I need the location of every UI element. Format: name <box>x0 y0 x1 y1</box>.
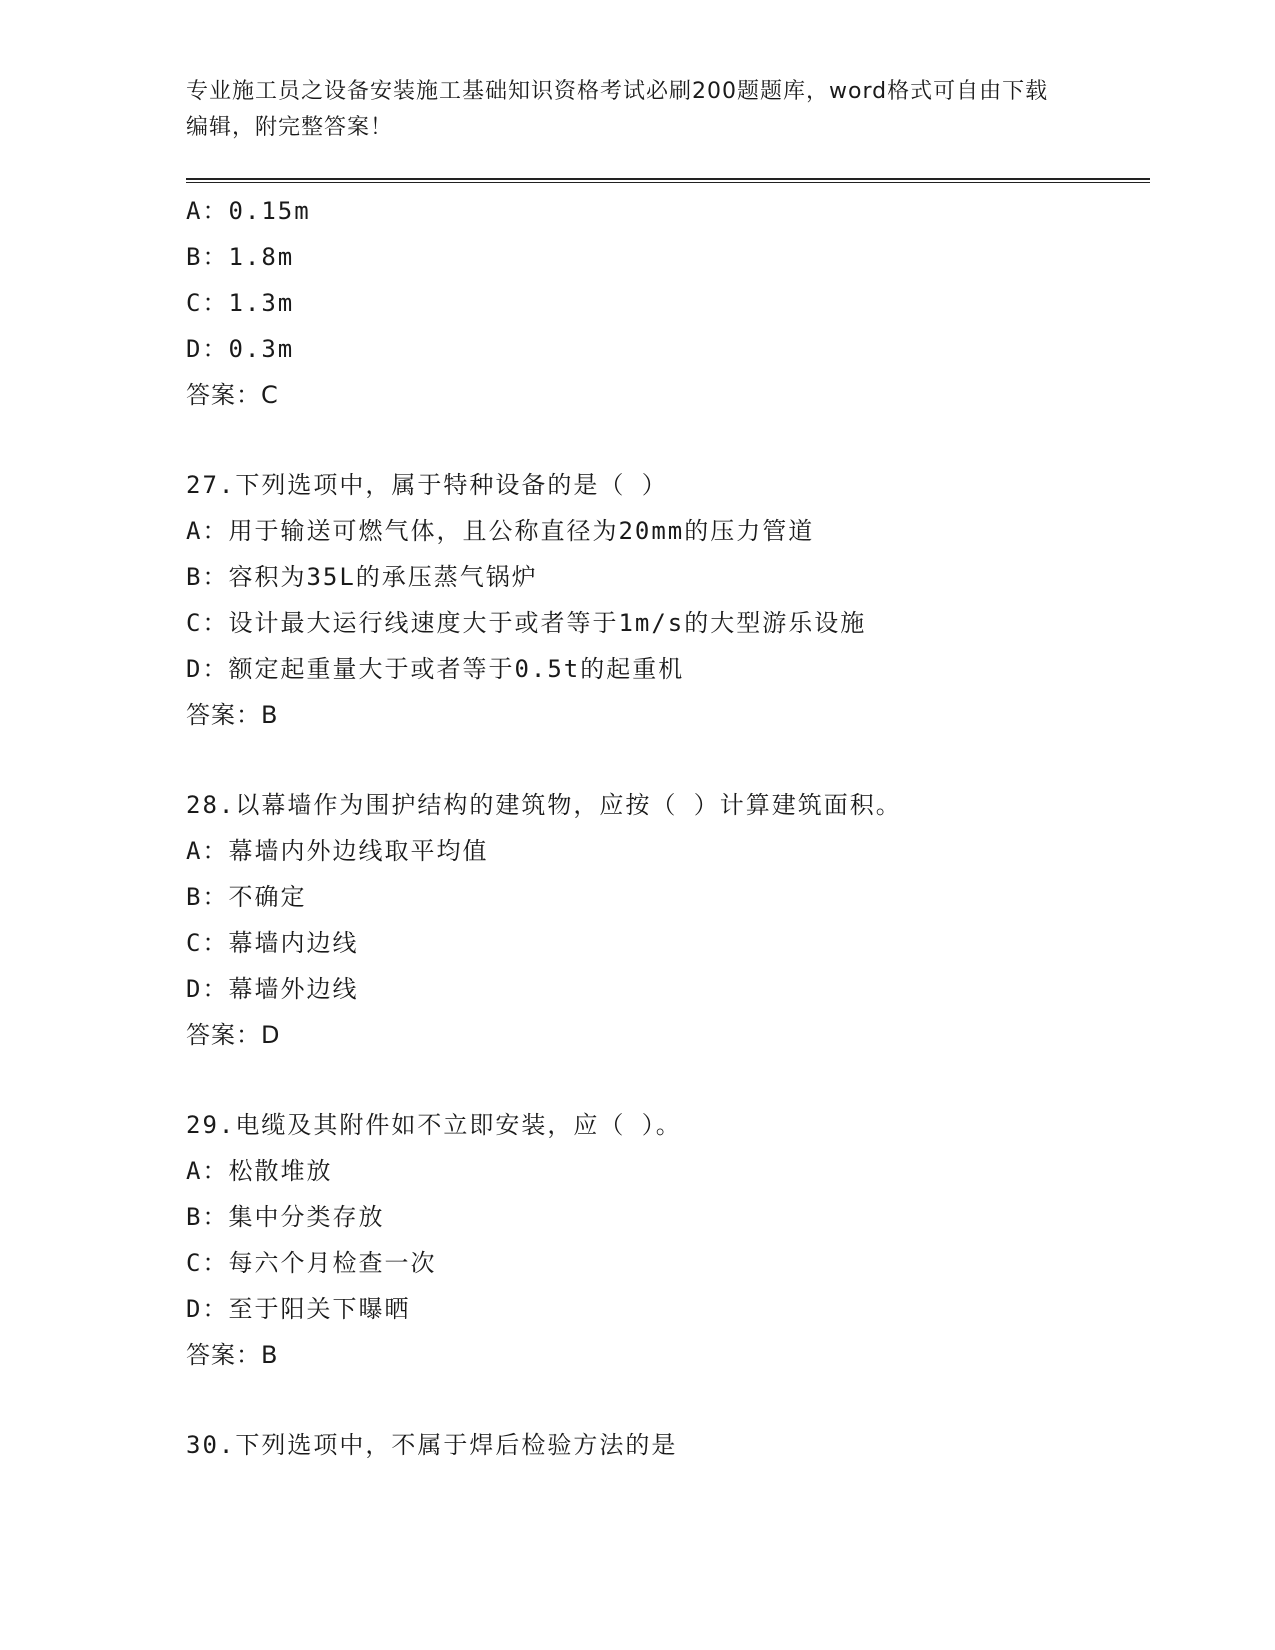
option-d: D：额定起重量大于或者等于0.5t的起重机 <box>186 655 685 683</box>
answer: 答案：C <box>186 381 279 409</box>
answer: 答案：B <box>186 701 279 729</box>
option-d: D：幕墙外边线 <box>186 975 359 1003</box>
document-header <box>186 74 1066 146</box>
answer: 答案：D <box>186 1021 281 1049</box>
option-b: B：容积为35L的承压蒸气锅炉 <box>186 563 538 591</box>
question-30 <box>186 1422 1166 1468</box>
option-a: A：松散堆放 <box>186 1157 333 1185</box>
option-c: C：1.3m <box>186 289 295 317</box>
question-29 <box>186 1102 1166 1378</box>
question-list <box>186 188 1166 1468</box>
question-27 <box>186 462 1166 738</box>
option-a: A：幕墙内外边线取平均值 <box>186 837 489 865</box>
option-b: B：集中分类存放 <box>186 1203 385 1231</box>
answer: 答案：B <box>186 1341 279 1369</box>
option-c: C：每六个月检查一次 <box>186 1249 437 1277</box>
option-d: D：至于阳关下曝晒 <box>186 1295 411 1323</box>
option-a: A：用于输送可燃气体，且公称直径为20mm的压力管道 <box>186 517 815 545</box>
prev-question-block <box>186 188 1166 418</box>
header-divider <box>186 178 1150 183</box>
option-b: B：不确定 <box>186 883 307 911</box>
question-stem: 28.以幕墙作为围护结构的建筑物，应按（ ）计算建筑面积。 <box>186 791 902 819</box>
question-stem: 27.下列选项中，属于特种设备的是（ ） <box>186 471 668 499</box>
document-title: 专业施工员之设备安装施工基础知识资格考试必刷200题题库，word格式可自由下载编辑，附完整答案！ <box>186 79 1049 140</box>
option-b: B：1.8m <box>186 243 295 271</box>
question-stem: 29.电缆及其附件如不立即安装，应（ ）。 <box>186 1111 682 1139</box>
question-stem: 30.下列选项中，不属于焊后检验方法的是 <box>186 1431 678 1459</box>
option-a: A：0.15m <box>186 197 311 225</box>
option-c: C：设计最大运行线速度大于或者等于1m/s的大型游乐设施 <box>186 609 867 637</box>
option-c: C：幕墙内边线 <box>186 929 359 957</box>
option-d: D：0.3m <box>186 335 295 363</box>
question-28 <box>186 782 1166 1058</box>
